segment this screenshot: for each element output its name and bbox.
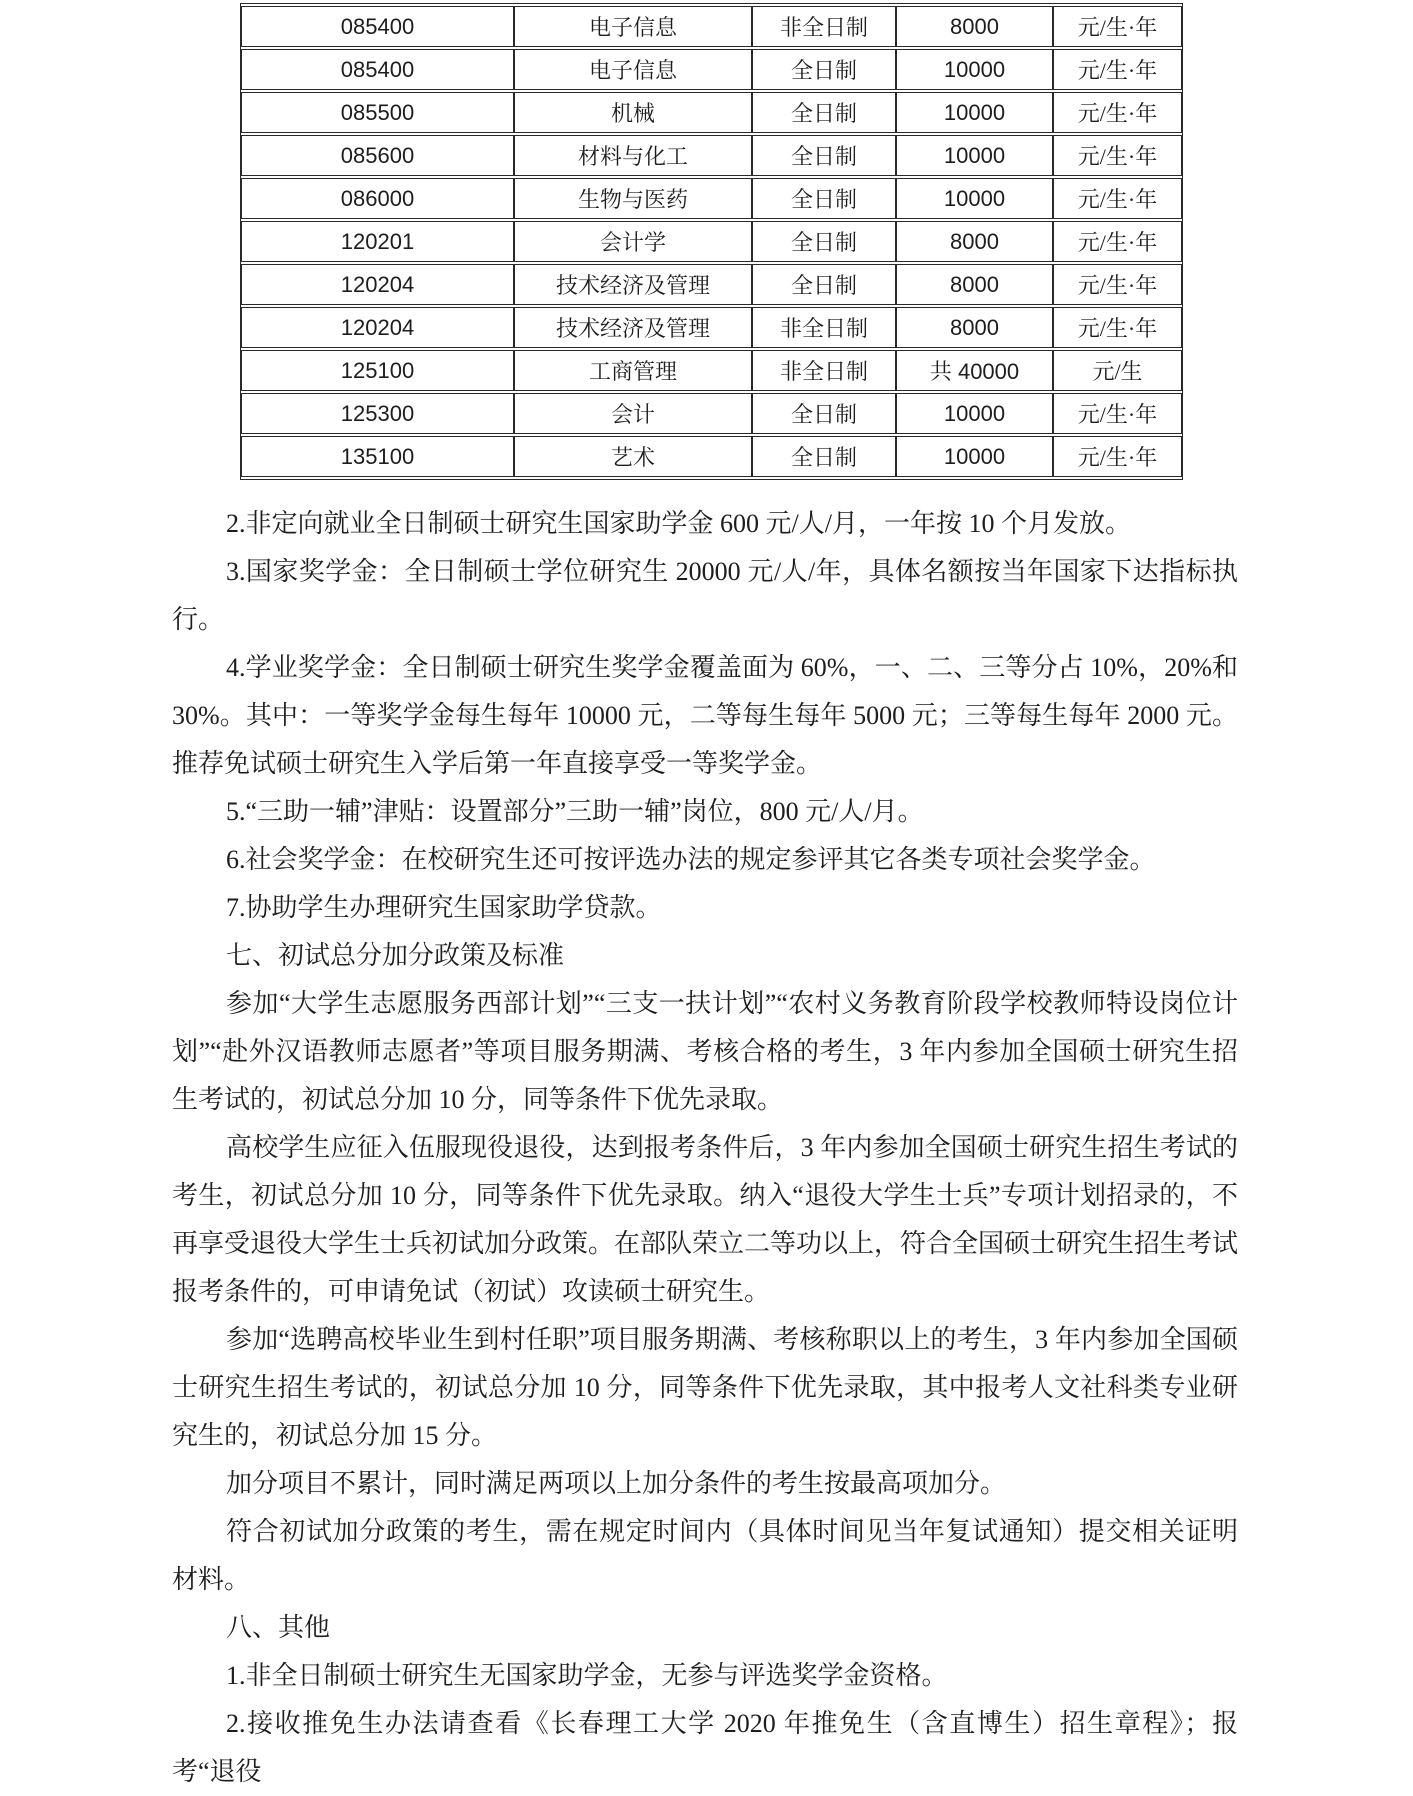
section-heading: 七、初试总分加分政策及标准 [226, 941, 565, 970]
table-row [241, 350, 1182, 391]
program-code-cell: 125100 [241, 350, 514, 391]
fee-unit-cell: 元/生·年 [1053, 307, 1182, 348]
table-row [241, 6, 1182, 47]
study-mode-cell: 非全日制 [752, 307, 896, 348]
policy-paragraph: 1.非全日制硕士研究生无国家助学金，无参与评选奖学金资格。 [226, 1661, 948, 1690]
program-code-cell: 135100 [241, 436, 514, 477]
study-mode-cell: 全日制 [752, 221, 896, 262]
fee-unit-cell: 元/生·年 [1053, 49, 1182, 90]
policy-paragraph: 符合初试加分政策的考生，需在规定时间内（具体时间见当年复试通知）提交相关证明材料。 [172, 1517, 1238, 1594]
table-row [241, 264, 1182, 305]
fee-unit-cell: 元/生·年 [1053, 221, 1182, 262]
policy-paragraph: 4.学业奖学金：全日制硕士研究生奖学金覆盖面为 60%，一、二、三等分占 10%，20%和 30%。其中：一等奖学金每生每年 10000 元，二等每生每年 5000 元；三等每生每年 2000 元。推荐免试硕士研究生入学后第一年直接享受一等奖学金。 [172, 653, 1238, 778]
study-mode-cell: 全日制 [752, 92, 896, 133]
program-name-cell: 会计学 [514, 221, 752, 262]
policy-paragraph: 3.国家奖学金：全日制硕士学位研究生 20000 元/人/年，具体名额按当年国家下达指标执行。 [172, 557, 1238, 634]
fee-unit-cell: 元/生·年 [1053, 436, 1182, 477]
fee-amount-cell: 8000 [896, 6, 1053, 47]
program-code-cell: 085600 [241, 135, 514, 176]
fee-unit-cell: 元/生·年 [1053, 264, 1182, 305]
fee-unit-cell: 元/生·年 [1053, 135, 1182, 176]
study-mode-cell: 全日制 [752, 436, 896, 477]
table-row [241, 221, 1182, 262]
document-body [172, 500, 1238, 1796]
fee-amount-cell: 8000 [896, 307, 1053, 348]
tuition-fee-table [240, 3, 1183, 480]
fee-amount-cell: 10000 [896, 436, 1053, 477]
study-mode-cell: 全日制 [752, 135, 896, 176]
fee-unit-cell: 元/生 [1053, 350, 1182, 391]
study-mode-cell: 非全日制 [752, 350, 896, 391]
program-code-cell: 125300 [241, 393, 514, 434]
fee-amount-cell: 10000 [896, 178, 1053, 219]
study-mode-cell: 全日制 [752, 264, 896, 305]
policy-paragraph: 加分项目不累计，同时满足两项以上加分条件的考生按最高项加分。 [226, 1469, 1007, 1498]
table-row [241, 49, 1182, 90]
program-name-cell: 技术经济及管理 [514, 307, 752, 348]
table-row [241, 307, 1182, 348]
program-name-cell: 技术经济及管理 [514, 264, 752, 305]
program-code-cell: 086000 [241, 178, 514, 219]
section-heading: 八、其他 [226, 1613, 331, 1642]
fee-unit-cell: 元/生·年 [1053, 393, 1182, 434]
study-mode-cell: 全日制 [752, 393, 896, 434]
program-name-cell: 生物与医药 [514, 178, 752, 219]
table-row [241, 436, 1182, 477]
program-name-cell: 工商管理 [514, 350, 752, 391]
fee-unit-cell: 元/生·年 [1053, 6, 1182, 47]
table-row [241, 135, 1182, 176]
study-mode-cell: 全日制 [752, 178, 896, 219]
program-name-cell: 机械 [514, 92, 752, 133]
program-code-cell: 120204 [241, 264, 514, 305]
policy-paragraph: 高校学生应征入伍服现役退役，达到报考条件后，3 年内参加全国硕士研究生招生考试的考生，初试总分加 10 分，同等条件下优先录取。纳入“退役大学生士兵”专项计划招录的，不再享受退役大学生士兵初试加分政策。在部队荣立二等功以上，符合全国硕士研究生招生考试报考条件的，可申请免试（初试）攻读硕士研究生。 [172, 1133, 1239, 1306]
program-code-cell: 120204 [241, 307, 514, 348]
program-name-cell: 电子信息 [514, 49, 752, 90]
fee-amount-cell: 8000 [896, 221, 1053, 262]
table-row [241, 393, 1182, 434]
fee-amount-cell: 10000 [896, 92, 1053, 133]
program-name-cell: 电子信息 [514, 6, 752, 47]
table-row [241, 178, 1182, 219]
program-code-cell: 085500 [241, 92, 514, 133]
fee-unit-cell: 元/生·年 [1053, 178, 1182, 219]
fee-amount-cell: 共 40000 [896, 350, 1053, 391]
study-mode-cell: 非全日制 [752, 6, 896, 47]
program-name-cell: 会计 [514, 393, 752, 434]
study-mode-cell: 全日制 [752, 49, 896, 90]
fee-amount-cell: 10000 [896, 135, 1053, 176]
program-name-cell: 材料与化工 [514, 135, 752, 176]
policy-paragraph: 参加“大学生志愿服务西部计划”“三支一扶计划”“农村义务教育阶段学校教师特设岗位计划”“赴外汉语教师志愿者”等项目服务期满、考核合格的考生，3 年内参加全国硕士研究生招生考试的，初试总分加 10 分，同等条件下优先录取。 [172, 989, 1238, 1114]
policy-paragraph: 参加“选聘高校毕业生到村任职”项目服务期满、考核称职以上的考生，3 年内参加全国硕士研究生招生考试的，初试总分加 10 分，同等条件下优先录取，其中报考人文社科类专业研究生的，初试总分加 15 分。 [172, 1325, 1238, 1450]
fee-amount-cell: 8000 [896, 264, 1053, 305]
policy-paragraph: 7.协助学生办理研究生国家助学贷款。 [226, 893, 662, 922]
program-code-cell: 085400 [241, 49, 514, 90]
fee-unit-cell: 元/生·年 [1053, 92, 1182, 133]
policy-paragraph: 2.非定向就业全日制硕士研究生国家助学金 600 元/人/月，一年按 10 个月发放。 [226, 509, 1131, 538]
program-code-cell: 120201 [241, 221, 514, 262]
fee-amount-cell: 10000 [896, 49, 1053, 90]
table-row [241, 92, 1182, 133]
fee-amount-cell: 10000 [896, 393, 1053, 434]
program-code-cell: 085400 [241, 6, 514, 47]
policy-paragraph: 5.“三助一辅”津贴：设置部分”三助一辅”岗位，800 元/人/月。 [226, 797, 924, 826]
policy-paragraph: 6.社会奖学金：在校研究生还可按评选办法的规定参评其它各类专项社会奖学金。 [226, 845, 1156, 874]
policy-paragraph: 2.接收推免生办法请查看《长春理工大学 2020 年推免生（含直博生）招生章程》；报考“退役 [172, 1709, 1238, 1786]
program-name-cell: 艺术 [514, 436, 752, 477]
